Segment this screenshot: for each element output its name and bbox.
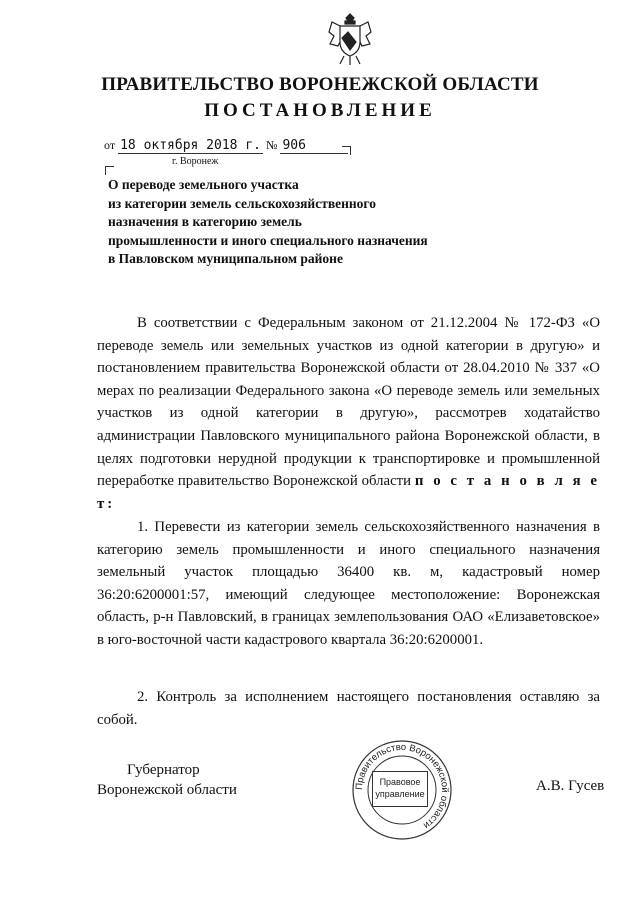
number-prefix: № bbox=[265, 138, 278, 152]
signatory-name: А.В. Гусев bbox=[536, 778, 605, 794]
stamp-inner-box bbox=[372, 771, 428, 807]
subject-line: назначения в категорию земель bbox=[108, 214, 302, 229]
stamp-ring-text: Правительство Воронежской области bbox=[353, 741, 451, 831]
item-2-text: 2. Контроль за исполнением настоящего постановления оставляю за собой. bbox=[97, 689, 600, 728]
subject-line: в Павловском муниципальном районе bbox=[108, 251, 343, 266]
subject-corner-right bbox=[342, 146, 351, 155]
subject-block bbox=[108, 176, 508, 269]
preamble-text: В соответствии с Федеральным законом от 21.12.2004 № 172-ФЗ «О переводе земель или земельных участков из одной категории в другую» и постановлением правительства Воронежской области от 28.04.2010 № 337 «О мерах по реализации Федерального закона «О переводе земель или земельных участков из одной категории в другую», рассмотрев ходатайство администрации Павловского муниципального района Воронежской области, в целях подготовки нерудной продукции к транспортировке и промышленной переработке правительство Воронежской области bbox=[97, 315, 600, 490]
date-prefix: от bbox=[104, 138, 116, 152]
document-type: ПОСТАНОВЛЕНИЕ bbox=[204, 100, 436, 121]
document-number: 906 bbox=[280, 138, 348, 154]
subject-line: из категории земель сельскохозяйственного bbox=[108, 195, 376, 211]
stamp-inner-line1: Правовое bbox=[379, 777, 421, 787]
preamble-paragraph bbox=[97, 312, 600, 515]
coat-of-arms-icon bbox=[326, 12, 374, 68]
subject-line: промышленности и иного специального назначения bbox=[108, 232, 428, 248]
subject-line: О переводе земельного участка bbox=[108, 177, 299, 192]
signatory-title bbox=[97, 760, 237, 800]
document-date: 18 октября 2018 г. bbox=[120, 138, 261, 153]
item-1-paragraph bbox=[97, 516, 600, 652]
city-label: г. Воронеж bbox=[172, 156, 219, 167]
decree-word: п о с т а н о в л я е т: bbox=[97, 473, 600, 512]
government-title: ПРАВИТЕЛЬСТВО ВОРОНЕЖСКОЙ ОБЛАСТИ bbox=[101, 74, 539, 95]
item-1-text: 1. Перевести из категории земель сельскохозяйственного назначения в категорию земель промышленности и иного специального назначения земельный участок площадью 36400 кв. м, кадастровый номер 36:20:6200001:57, имеющий следующее местоположение: Воронежская область, р-н Павловский, в границах землепользования ОАО «Елизаветовское» в юго-восточной части кадастрового квартала 36:20:6200001. bbox=[97, 519, 600, 648]
signatory-title-line2: Воронежской области bbox=[97, 782, 237, 798]
subject-corner-left bbox=[105, 166, 114, 175]
stamp-inner-line2: управление bbox=[375, 789, 425, 799]
date-number-line bbox=[104, 138, 348, 154]
signatory-title-line1: Губернатор bbox=[127, 762, 200, 778]
item-2-paragraph bbox=[97, 686, 600, 731]
